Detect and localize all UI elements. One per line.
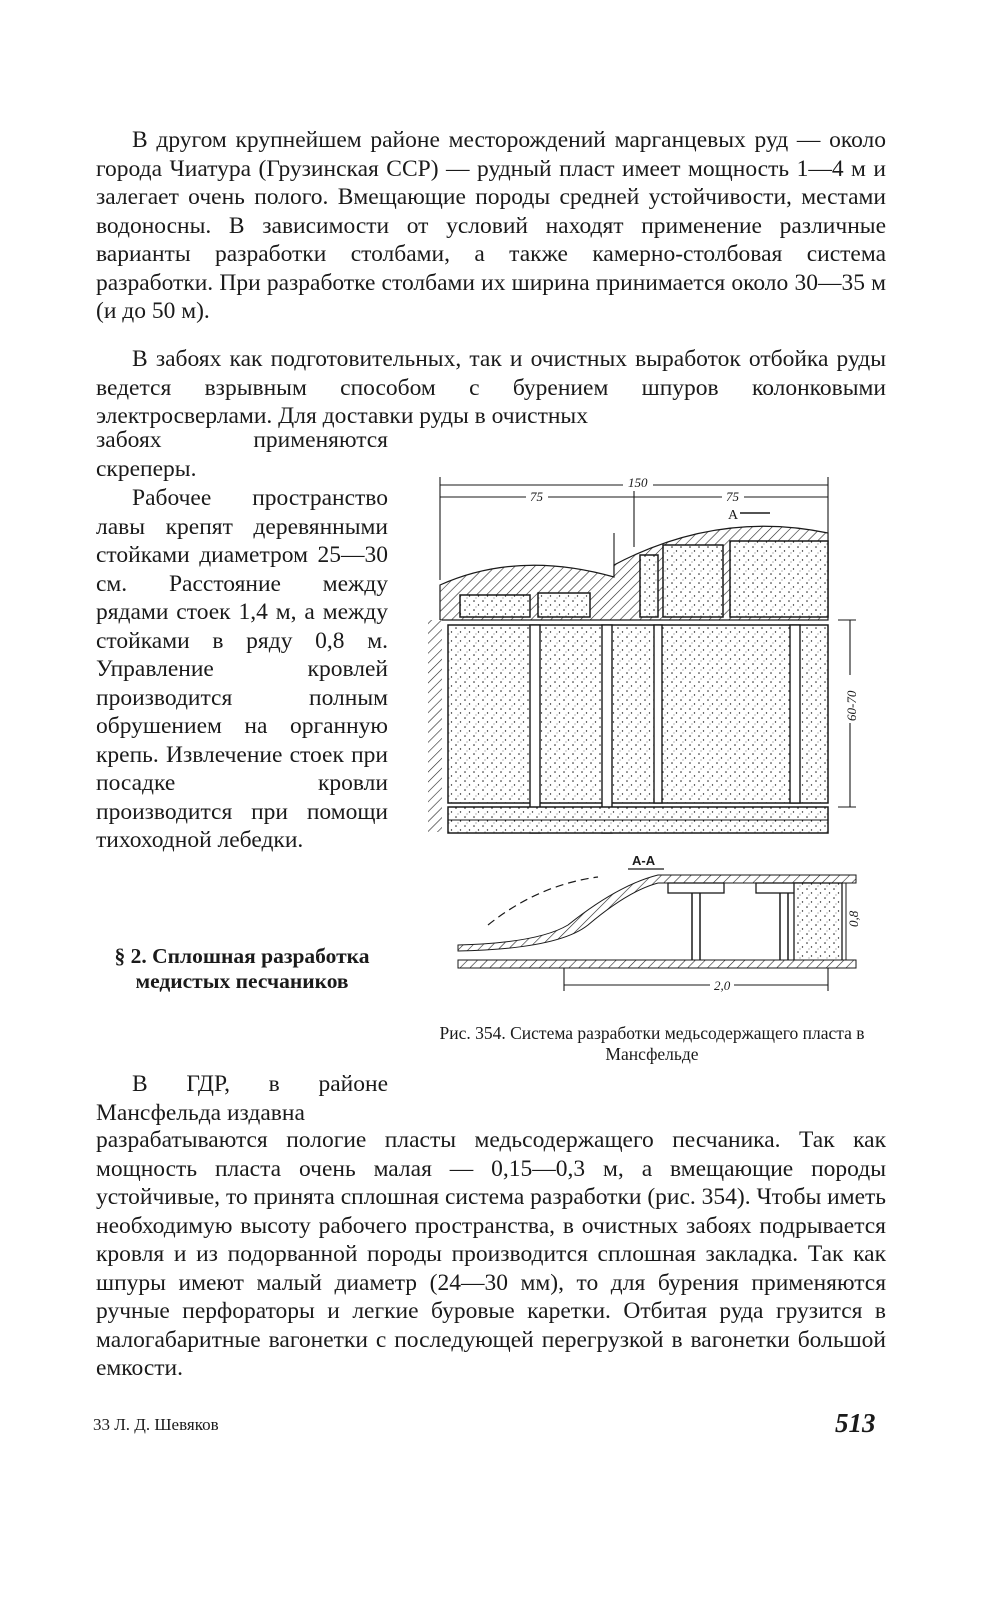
section-label: А-А [632, 853, 656, 868]
paragraph-4-start: В ГДР, в районе Мансфельда издавна [96, 1071, 388, 1126]
section-heading: § 2. Сплошная разработка медистых песчаников [114, 944, 370, 993]
section-view [458, 875, 856, 991]
dim-section-width: 2,0 [714, 978, 731, 993]
figure-caption: Рис. 354. Система разработки медьсодержащего пласта в Мансфельде [439, 1023, 865, 1064]
page-number: 513 [835, 1408, 876, 1438]
paragraph-4: разрабатываются пологие пласты медьсодержащего песчаника. Так как мощность пласта очень малая — 0,15—0,3 м, а вмещающие породы устойчивые, то принята сплошная система разработки (рис. 354). Чтобы иметь необходимую высоту рабочего пространства, в очистных забоях подрывается кровля и из подорванной породы производится сплошная закладка. Так как шпуры имеют малый диаметр (24—30 мм), то для бурения применяются ручные перфораторы и легкие буровые каретки. Отбитая руда грузится в малогабаритные вагонетки с последующей перегрузкой в вагонетки большой емкости. [96, 1127, 886, 1381]
paragraph-2-continuation: забоях применяются скреперы. [96, 427, 388, 482]
mining-system-figure [418, 455, 861, 1015]
dim-height: 60-70 [844, 690, 859, 721]
plan-view [428, 526, 828, 833]
dim-left: 75 [530, 489, 543, 504]
paragraph-2: В забоях как подготовительных, так и очистных выработок отбойка руды ведется взрывным способом с бурением шпуров колонковыми электросверлами. Для доставки руды в очистных [96, 346, 886, 429]
dim-right: 75 [726, 489, 739, 504]
dim-section-height: 0,8 [846, 910, 861, 927]
paragraph-1: В другом крупнейшем районе месторождений марганцевых руд — около города Чиатура (Грузинская ССР) — рудный пласт имеет мощность 1—4 м и залегает очень полого. Вмещающие породы средней устойчивости, местами водоносны. В зависимости от условий находят применение различные варианты разработки столбами, а также камерно-столбовая система разработки. При разработке столбами их ширина принимается около 30—35 м (и до 50 м). [96, 127, 886, 324]
section-mark-a: A [728, 508, 739, 523]
paragraph-3: Рабочее пространство лавы крепят деревянными стойками диаметром 25—30 см. Расстояние между рядами стоек 1,4 м, а между стойками в ряду 0,8 м. Управление кровлей производится полным обрушением на органную крепь. Извлечение стоек при посадке кровли производится при помощи тихоходной лебедки. [96, 485, 388, 853]
footer-signature: 33 Л. Д. Шевяков [93, 1415, 219, 1434]
dim-total: 150 [628, 475, 648, 490]
